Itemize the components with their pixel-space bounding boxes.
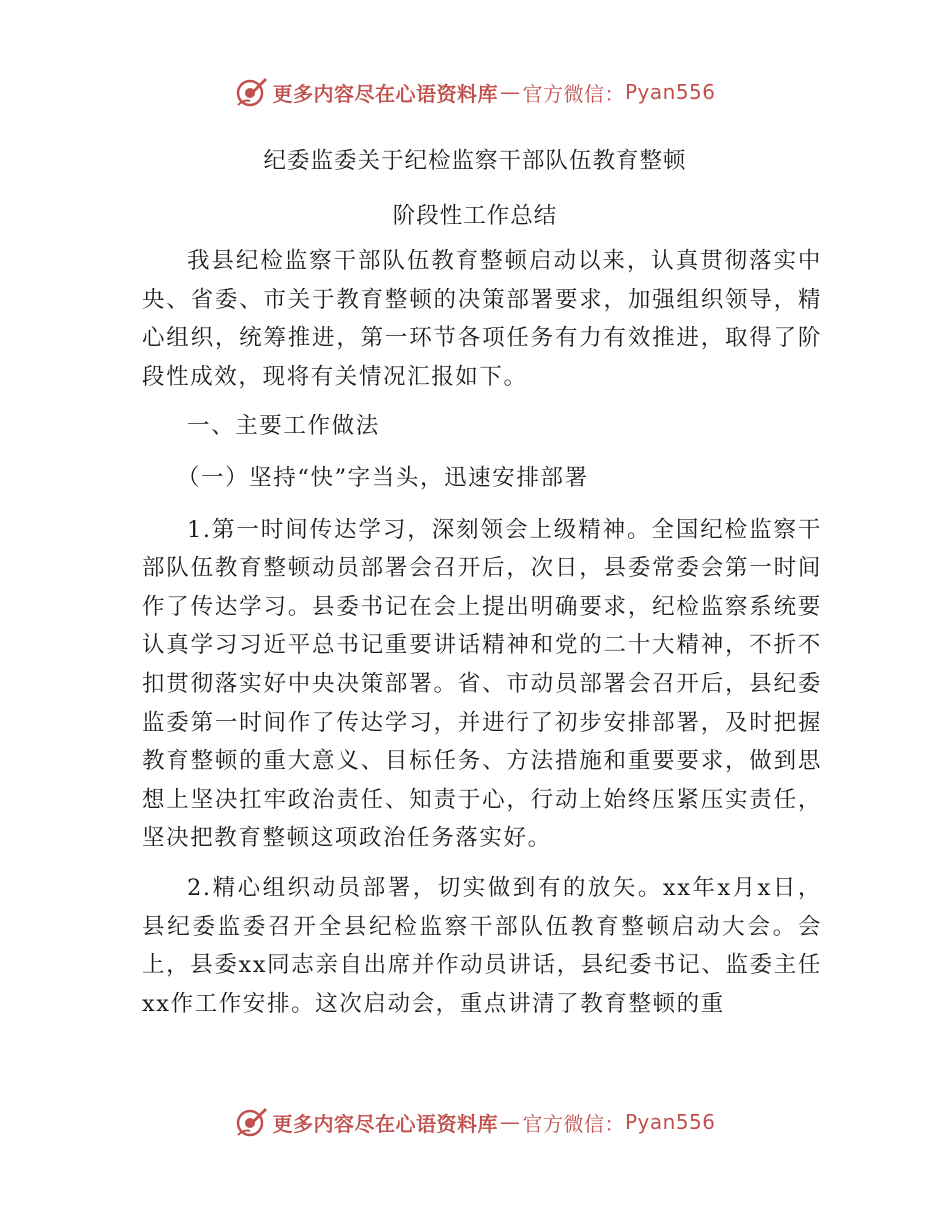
document-title-line1: 纪委监委关于纪检监察干部队伍教育整顿 xyxy=(263,148,687,174)
watermark-header xyxy=(0,70,950,114)
brand-logo-icon xyxy=(234,75,268,109)
watermark-wechat-label: 官方微信： xyxy=(522,81,625,106)
section-heading: 一、主要工作做法 xyxy=(187,413,380,440)
watermark-brand: 更多内容尽在心语资料库 xyxy=(272,81,498,106)
brand-logo-icon xyxy=(234,1105,268,1139)
watermark-separator: — xyxy=(499,80,521,104)
document-title-line2: 阶段性工作总结 xyxy=(392,203,558,229)
subsection-heading: （一）坚持“快”字当头，迅速安排部署 xyxy=(176,464,589,491)
watermark-wechat-label: 官方微信： xyxy=(522,1111,625,1136)
document-body xyxy=(142,242,822,1034)
watermark-brand: 更多内容尽在心语资料库 xyxy=(272,1111,498,1136)
intro-paragraph: 我县纪检监察干部队伍教育整顿启动以来，认真贯彻落实中央、省委、市关于教育整顿的决策部署要求，加强组织领导，精心组织，统筹推进，第一环节各项任务有力有效推进，取得了阶段性成效，现将有关情况汇报如下。 xyxy=(142,248,822,390)
watermark-wechat-id: Pyan556 xyxy=(624,80,716,104)
watermark-wechat-id: Pyan556 xyxy=(624,1110,716,1134)
item-paragraph-1: 1.第一时间传达学习，深刻领会上级精神。全国纪检监察干部队伍教育整顿动员部署会召开后，次日，县委常委会第一时间作了传达学习。县委书记在会上提出明确要求，纪检监察系统要认真学习习近平总书记重要讲话精神和党的二十大精神，不折不扣贯彻落实好中央决策部署。省、市动员部署会召开后，县纪委监委第一时间作了传达学习，并进行了初步安排部署，及时把握教育整顿的重大意义、目标任务、方法措施和重要要求，做到思想上坚决扛牢政治责任、知责于心，行动上始终压紧压实责任，坚决把教育整顿这项政治任务落实好。 xyxy=(142,516,822,852)
watermark-separator: — xyxy=(499,1110,521,1134)
watermark-footer xyxy=(0,1100,950,1144)
item-paragraph-2: 2.精心组织动员部署，切实做到有的放矢。xx年x月x日，县纪委监委召开全县纪检监察干部队伍教育整顿启动大会。会上，县委xx同志亲自出席并作动员讲话，县纪委书记、监委主任xx作工作安排。这次启动会，重点讲清了教育整顿的重 xyxy=(142,874,822,1017)
